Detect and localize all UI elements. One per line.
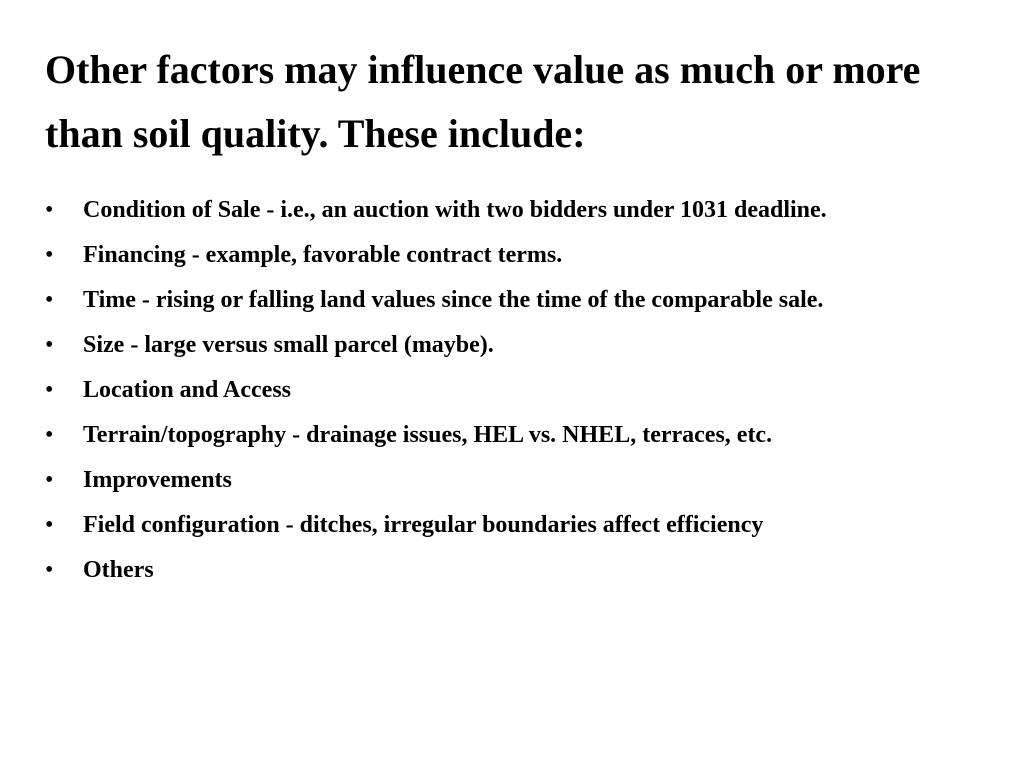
- bullet-point-icon: •: [45, 512, 54, 538]
- bullet-item: [45, 461, 985, 499]
- bullet-text: Location and Access: [83, 377, 292, 403]
- bullet-item: [45, 371, 985, 409]
- bullet-text: Terrain/topography - drainage issues, HEL vs. NHEL, terraces, etc.: [83, 422, 773, 448]
- bullet-item: [45, 551, 985, 589]
- bullet-item: [45, 506, 985, 544]
- bullet-text: Financing - example, favorable contract terms.: [83, 242, 563, 268]
- bullet-text: Improvements: [83, 467, 232, 493]
- bullet-point-icon: •: [45, 242, 54, 268]
- bullet-point-icon: •: [45, 197, 54, 223]
- bullet-item: [45, 281, 985, 319]
- bullet-point-icon: •: [45, 377, 54, 403]
- bullet-point-icon: •: [45, 287, 54, 313]
- bullet-item: [45, 236, 985, 274]
- bullet-item: [45, 191, 985, 229]
- bullet-item: [45, 326, 985, 364]
- bullet-text: Others: [83, 557, 154, 583]
- bullet-point-icon: •: [45, 557, 54, 583]
- bullet-point-icon: •: [45, 467, 54, 493]
- bullet-item: [45, 416, 985, 454]
- bullet-text: Condition of Sale - i.e., an auction with two bidders under 1031 deadline.: [83, 197, 827, 223]
- bullet-list: [45, 191, 985, 596]
- bullet-text: Time - rising or falling land values since the time of the comparable sale.: [83, 287, 824, 313]
- bullet-text: Size - large versus small parcel (maybe).: [83, 332, 494, 358]
- slide-title: Other factors may influence value as much or more than soil quality. These include:: [45, 47, 921, 156]
- bullet-point-icon: •: [45, 332, 54, 358]
- bullet-point-icon: •: [45, 422, 54, 448]
- bullet-text: Field configuration - ditches, irregular boundaries affect efficiency: [83, 512, 764, 538]
